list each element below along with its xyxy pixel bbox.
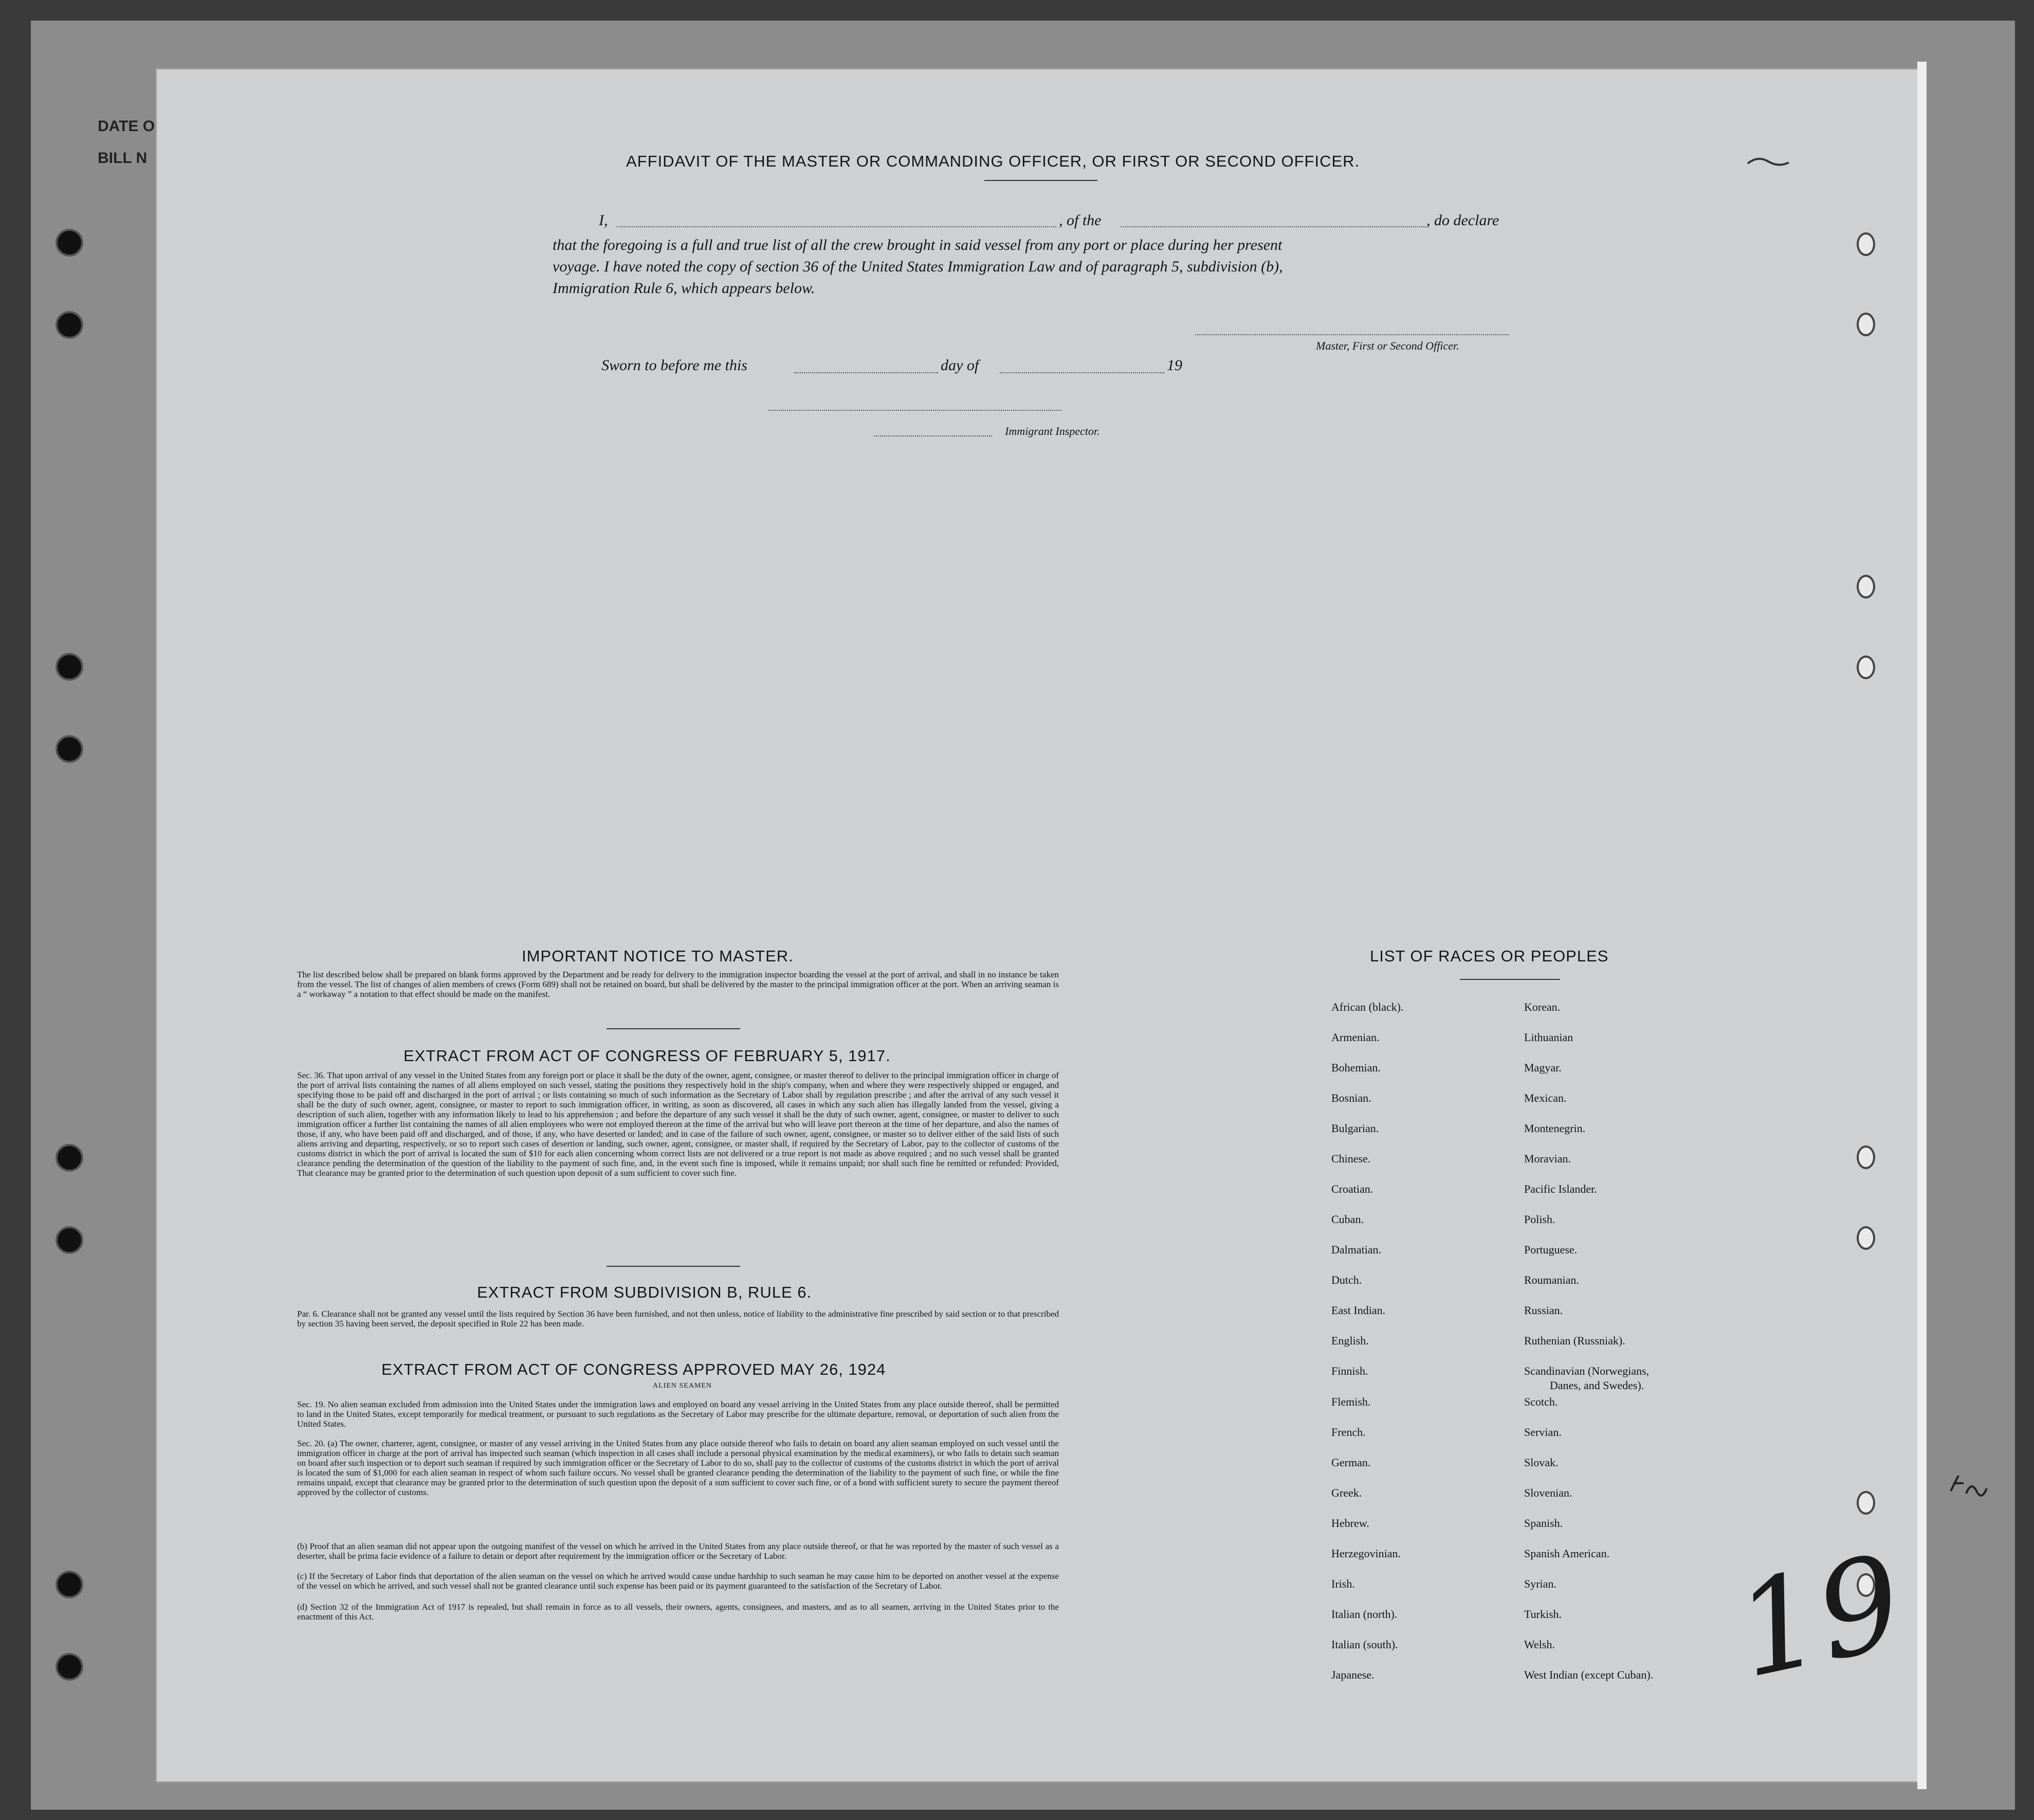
name-field[interactable] xyxy=(617,225,1056,227)
race-item: Greek. xyxy=(1331,1486,1362,1499)
sworn-day-label: day of xyxy=(941,357,979,374)
race-item: Polish. xyxy=(1524,1213,1555,1226)
extract-1917-text: Sec. 36. That upon arrival of any vessel in the United States from any foreign port or place it shall be the duty of the owner, agent, consignee, or master thereof to deliver to the principal immigration officer in charge of the port of arrival lists containing the names of all aliens employed on such vessel, stating the positions they respectively hold in the ship's company, when and where they were respectively shipped or engaged, and specifying those to be paid off and discharged in the port of arrival ; or lists containing so much of such information as the Secretary of Labor shall by regulation prescribe ; and after the arrival of any such vessel it shall be the duty of such owner, agent, consignee, or master to report to such immigration officer, in writing, as soon as discovered, all cases in which any such alien has illegally landed from the vessel, giving a description of such alien, together with any information likely to lead to his apprehension ; and before the departure of any such vessel it shall be the duty of such owner, agent, consignee, or master to deliver to such immigration officer a further list containing the names of all alien employees who were not employed thereon at the time of the arrival but who will leave port thereon at the time of her departure, and also the names of those, if any, who have been paid off and discharged, and of those, if any, who have deserted or landed; and in case of the failure of such owner, agent, consignee, or master so to deliver either of the said lists of such aliens arriving and departing, respectively, or so to report such cases of desertion or landing, such owner, agent, consignee, or master shall, if required by the Secretary of Labor, pay to the collector of customs of the customs district in which the port of arrival is located the sum of $10 for each alien concerning whom correct lists are not delivered or a true report is not made as above required ; and no such vessel shall be granted clearance pending the determination of the question of the liability to the payment of such fine, and, in the event such fine is imposed, while it remains unpaid; nor shall such fine be remitted or refunded: Provided, That clearance may be granted prior to the determination of such question upon deposit of a sum sufficient to cover such fine. xyxy=(297,1070,1059,1178)
extract-rule6-text: Par. 6. Clearance shall not be granted any vessel until the lists required by Section 36 have been furnished, and not then unless, notice of liability to the administrative fine prescribed by said section or to that prescribed by section 35 having been served, the deposit specified in Rule 22 has been made. xyxy=(297,1309,1059,1328)
race-item: Portuguese. xyxy=(1524,1243,1578,1256)
race-item: Russian. xyxy=(1524,1304,1563,1317)
race-item: Flemish. xyxy=(1331,1395,1371,1408)
punch-hole-icon xyxy=(1857,1491,1875,1515)
punch-hole-icon xyxy=(1857,313,1875,336)
race-item: African (black). xyxy=(1331,1000,1404,1013)
binder-hole-icon xyxy=(56,1144,83,1172)
race-item: Ruthenian (Russniak). xyxy=(1524,1334,1625,1347)
handwritten-page-number: 19 xyxy=(1724,1526,1915,1707)
race-item: Slovak. xyxy=(1524,1456,1559,1469)
extract-1924-sec20d: (d) Section 32 of the Immigration Act of 1917 is repealed, but shall remain in force as to all vessels, their owners, agents, consignees, and masters, and as to all seamen, arriving in the United States prior to the enactment of this Act. xyxy=(297,1602,1059,1622)
punch-hole-icon xyxy=(1857,232,1875,256)
punch-hole-icon xyxy=(1857,575,1875,598)
race-item: Syrian. xyxy=(1524,1577,1556,1590)
race-item: Spanish. xyxy=(1524,1517,1563,1530)
race-item: Herzegovinian. xyxy=(1331,1547,1401,1560)
race-item: Magyar. xyxy=(1524,1061,1562,1074)
master-signature-field[interactable] xyxy=(1195,333,1509,335)
race-item: Montenegrin. xyxy=(1524,1122,1586,1135)
race-item: English. xyxy=(1331,1334,1369,1347)
race-item: Italian (south). xyxy=(1331,1638,1398,1651)
race-item: Lithuanian xyxy=(1524,1031,1573,1044)
notice-title: IMPORTANT NOTICE TO MASTER. xyxy=(522,947,794,965)
page-edge xyxy=(1917,62,1927,1789)
races-title: LIST OF RACES OR PEOPLES xyxy=(1370,947,1609,965)
declare-line-3: voyage. I have noted the copy of section 36 of the United States Immigration Law and of paragraph 5, subdivision (b), xyxy=(553,258,1283,275)
race-item: Roumanian. xyxy=(1524,1273,1579,1286)
race-item: Irish. xyxy=(1331,1577,1355,1590)
title-rule xyxy=(984,180,1097,181)
race-item: Bulgarian. xyxy=(1331,1122,1379,1135)
race-item: Pacific Islander. xyxy=(1524,1182,1597,1195)
inspector-name-field[interactable] xyxy=(874,434,992,436)
pen-mark-icon xyxy=(1745,154,1791,170)
binder-hole-icon xyxy=(56,653,83,681)
sworn-month-field[interactable] xyxy=(1000,371,1164,373)
binder-hole-icon xyxy=(56,1571,83,1598)
race-item: Japanese. xyxy=(1331,1668,1375,1681)
race-item: Welsh. xyxy=(1524,1638,1555,1651)
race-item: French. xyxy=(1331,1426,1366,1439)
punch-hole-icon xyxy=(1857,656,1875,679)
race-item: Italian (north). xyxy=(1331,1608,1398,1621)
sworn-prefix: Sworn to before me this xyxy=(601,357,747,374)
extract-1924-sec20c: (c) If the Secretary of Labor finds that deportation of the alien seaman on the vessel on which he arrived would cause undue hardship to such seaman he may cause him to be deported on another vessel at the expense of the vessel on which he arrived, and such vessel shall not be granted clearance until such expense has been paid or its payment guaranteed to the satisfaction of the Secretary of Labor. xyxy=(297,1571,1059,1591)
race-item: Bohemian. xyxy=(1331,1061,1381,1074)
race-item: Korean. xyxy=(1524,1000,1561,1013)
race-item: Bosnian. xyxy=(1331,1091,1371,1104)
races-rule xyxy=(1460,979,1560,980)
affidavit-title: AFFIDAVIT OF THE MASTER OR COMMANDING OFFICER, OR FIRST OR SECOND OFFICER. xyxy=(626,152,1360,170)
race-item: Chinese. xyxy=(1331,1152,1371,1165)
punch-hole-icon xyxy=(1857,1226,1875,1250)
race-item: Hebrew. xyxy=(1331,1517,1369,1530)
inspector-signature-field[interactable] xyxy=(768,409,1061,411)
sworn-year: 19 xyxy=(1167,357,1182,374)
extract-rule6-title: EXTRACT FROM SUBDIVISION B, RULE 6. xyxy=(477,1283,812,1301)
race-item: Finnish. xyxy=(1331,1364,1368,1377)
vessel-field[interactable] xyxy=(1121,225,1426,227)
inspector-caption: Immigrant Inspector. xyxy=(1005,425,1100,438)
back-sheet-line: BILL N xyxy=(98,150,148,167)
back-sheet-line: DATE O xyxy=(98,118,155,135)
race-item: Turkish. xyxy=(1524,1608,1562,1621)
race-item: German. xyxy=(1331,1456,1371,1469)
extract-1924-subtitle: ALIEN SEAMEN xyxy=(653,1382,712,1390)
race-item: Moravian. xyxy=(1524,1152,1571,1165)
binder-hole-icon xyxy=(56,1653,83,1681)
section-rule xyxy=(607,1028,740,1029)
pen-mark-icon xyxy=(1948,1470,1989,1501)
race-item: Mexican. xyxy=(1524,1091,1567,1104)
punch-hole-icon xyxy=(1857,1145,1875,1169)
race-item: Spanish American. xyxy=(1524,1547,1610,1560)
declare-mid: , of the xyxy=(1059,212,1102,229)
declare-end: , do declare xyxy=(1426,212,1499,229)
binder-hole-icon xyxy=(56,229,83,257)
race-item: Cuban. xyxy=(1331,1213,1364,1226)
section-rule xyxy=(607,1266,740,1267)
back-sheet-label xyxy=(98,111,155,174)
binder-hole-icon xyxy=(56,311,83,339)
race-item: Scotch. xyxy=(1524,1395,1558,1408)
declare-prefix: I, xyxy=(599,212,608,229)
race-item: West Indian (except Cuban). xyxy=(1524,1668,1654,1681)
race-item: Croatian. xyxy=(1331,1182,1373,1195)
declare-line-4: Immigration Rule 6, which appears below. xyxy=(553,280,815,297)
race-item: Servian. xyxy=(1524,1426,1562,1439)
extract-1924-sec20b: (b) Proof that an alien seaman did not appear upon the outgoing manifest of the vessel on which he arrived in the United States from any place outside thereof, or that he was reported by the master of such vessel as a deserter, shall be prima facie evidence of a failure to detain or deport after requirement by the immigration officer or the Secretary of Labor. xyxy=(297,1541,1059,1561)
manifest-page xyxy=(157,69,1917,1781)
notice-text: The list described below shall be prepared on blank forms approved by the Department and be ready for delivery to the immigration inspector boarding the vessel at the port of arrival, and shall in no instance be taken from the vessel. The list of changes of alien members of crews (Form 689) shall not be retained on board, but shall be delivered by the master to the principal immigration officer at the port. When an arriving seaman is a “ workaway ” a notation to that effect should be made on the manifest. xyxy=(297,970,1059,999)
race-item: Dalmatian. xyxy=(1331,1243,1382,1256)
master-caption: Master, First or Second Officer. xyxy=(1316,339,1459,352)
declare-line-2: that the foregoing is a full and true list of all the crew brought in said vessel from any port or place during her present xyxy=(553,236,1282,253)
binder-hole-icon xyxy=(56,1226,83,1254)
extract-1924-sec19: Sec. 19. No alien seaman excluded from admission into the United States under the immigration laws and employed on board any vessel arriving in the United States from any place outside thereof, shall be permitted to land in the United States, except temporarily for medical treatment, or pursuant to such regulations as the Secretary of Labor may prescribe for the ultimate departure, removal, or deportation of such alien from the United States. xyxy=(297,1399,1059,1429)
extract-1924-title: EXTRACT FROM ACT OF CONGRESS APPROVED MAY 26, 1924 xyxy=(381,1360,886,1378)
race-item: Dutch. xyxy=(1331,1273,1362,1286)
sworn-day-field[interactable] xyxy=(794,371,938,373)
race-item-continuation: Danes, and Swedes). xyxy=(1550,1379,1644,1392)
race-item: Scandinavian (Norwegians, xyxy=(1524,1364,1650,1377)
race-item: Slovenian. xyxy=(1524,1486,1572,1499)
binder-hole-icon xyxy=(56,735,83,763)
race-item: Armenian. xyxy=(1331,1031,1380,1044)
extract-1917-title: EXTRACT FROM ACT OF CONGRESS OF FEBRUARY 5, 1917. xyxy=(404,1047,891,1065)
race-item: East Indian. xyxy=(1331,1304,1386,1317)
extract-1924-sec20a: Sec. 20. (a) The owner, charterer, agent, consignee, or master of any vessel arriving in the United States from any place outside thereof who fails to detain on board any alien seaman employed on such vessel until the immigration officer in charge at the port of arrival has inspected such seaman (which inspection in all cases shall include a personal physical examination by the medical examiners), or who fails to detain such seaman on board after such inspection or to deport such seaman if required by such immigration officer or the Secretary of Labor to do so, shall pay to the collector of customs of the customs district in which the port of arrival is located the sum of $1,000 for each alien seaman in respect of whom such failure occurs. No vessel shall be granted clearance pending the determination of the liability to the payment of such fine, or while the fine remains unpaid, except that clearance may be granted prior to the determination of such question upon the deposit of a sum sufficient to cover such fine, or of a bond with sufficient surety to secure the payment thereof approved by the collector of customs. xyxy=(297,1439,1059,1497)
